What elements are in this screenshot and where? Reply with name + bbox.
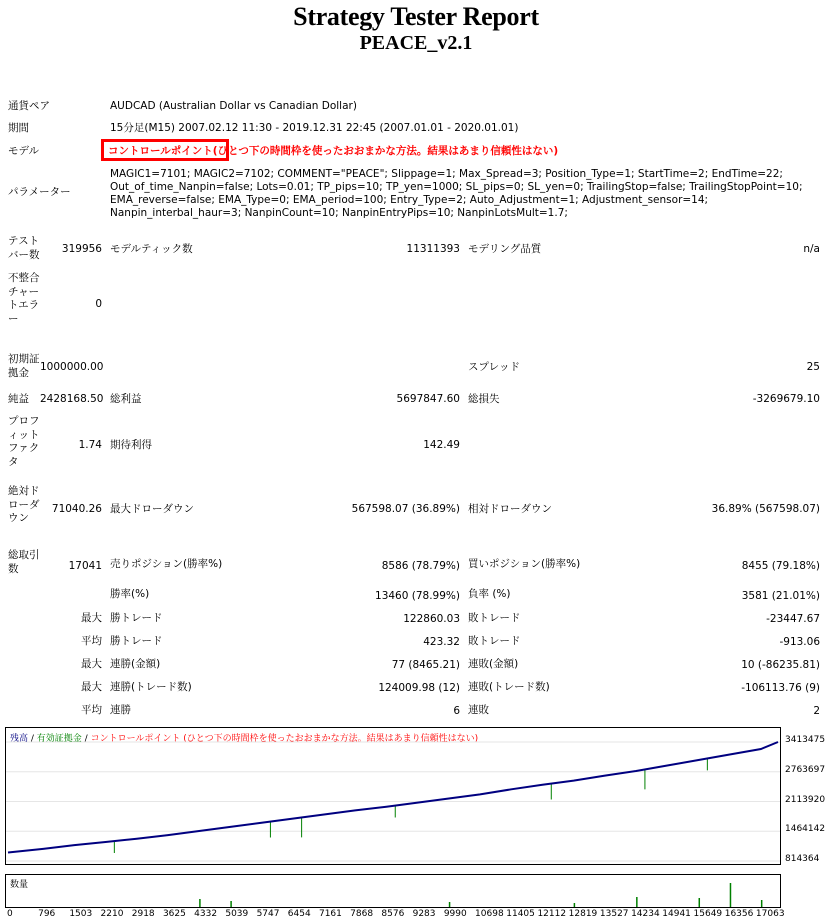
gross-loss-label: 総損失 [468, 393, 500, 405]
report-subtitle: PEACE_v2.1 [359, 32, 473, 54]
gross-loss-value: -3269679.10 [752, 393, 820, 405]
gross-profit-value: 5697847.60 [396, 393, 460, 405]
x-tick-label: 9283 [412, 909, 436, 919]
max-prefix-3: 最大 [81, 681, 102, 693]
legend-separator-1: / [28, 734, 37, 744]
x-tick-label: 15649 [693, 909, 723, 919]
bars-value: 319956 [61, 243, 102, 255]
volume-bar-0 [199, 899, 201, 907]
volume-bar-3 [574, 903, 576, 907]
x-tick-label: 5039 [225, 909, 249, 919]
x-tick-label: 16356 [724, 909, 754, 919]
y-tick-label: 2763697 [785, 764, 826, 775]
report-title: Strategy Tester Report [293, 2, 539, 31]
largest-win-value: 122860.03 [403, 613, 460, 625]
rel-dd-value: 36.89% (567598.07) [711, 503, 820, 515]
max-prefix-1: 最大 [81, 612, 102, 624]
abs-dd-label: 絶対ドローダウン [8, 485, 40, 524]
long-label: 買いポジション(勝率%) [468, 558, 581, 570]
expected-value: 142.49 [423, 439, 460, 451]
win-pct-label: 勝率(%) [110, 588, 150, 600]
short-value: 8586 (78.79%) [381, 560, 460, 572]
y-tick-label: 2113920 [785, 794, 826, 805]
volume-bar-6 [730, 883, 732, 907]
model-value: コントロールポイント(ひとつ下の時間枠を使ったおおまかな方法。結果はあまり信頼性はない) [108, 145, 559, 157]
balance-plot [6, 728, 780, 864]
volume-bar-2 [449, 902, 451, 907]
avg-win-label: 勝トレード [110, 635, 163, 647]
x-tick-label: 9990 [443, 909, 467, 919]
avg-loss-value: -913.06 [779, 636, 820, 648]
largest-loss-label: 敗トレード [468, 612, 521, 624]
y-tick-label: 3413475 [785, 735, 826, 745]
avg-consec-loss-value: 2 [813, 705, 820, 717]
ticks-label: モデルティック数 [110, 243, 193, 255]
balance-line [8, 742, 778, 853]
mismatch-value: 0 [95, 298, 102, 310]
x-tick-label: 8576 [381, 909, 405, 919]
y-tick-label: 814364 [785, 854, 820, 864]
abs-dd-value: 71040.26 [51, 503, 102, 515]
x-tick-label: 17063 [755, 909, 785, 919]
pair-value: AUDCAD (Australian Dollar vs Canadian Dollar) [110, 100, 357, 112]
period-label: 期間 [8, 122, 29, 134]
quality-value: n/a [803, 243, 820, 255]
legend-equity: 有効証拠金 [36, 734, 82, 744]
net-label: 純益 [8, 393, 29, 405]
params-value: MAGIC1=7101; MAGIC2=7102; COMMENT="PEACE"; Slippage=1; Max_Spread=3; Position_Type=1; StartTime=2; EndTime=22; Out_of_time_Nanpin=false; Lots=0.01; TP_pips=10; TP_yen=1000; SL_pips=0; SL_yen=0; TrailingStop=false; TrailingStopPoint=10; EMA_reverse=false; EMA_Type=0; EMA_period=100; Entry_Type=2; Auto_Adjustment=1; Adjustment_sensor=14; Nanpin_interbal_haur=3; NanpinCount=10; NanpinEntryPips=10; NanpinLotsMult=1.7; [110, 168, 803, 219]
loss-pct-value: 3581 (21.01%) [741, 590, 820, 602]
max-consec-lossamt-label: 連敗(トレード数) [468, 681, 550, 693]
avg-consec-win-label: 連勝 [110, 704, 131, 716]
win-pct-value: 13460 (78.99%) [375, 590, 460, 602]
pf-label: プロフィットファクタ [8, 415, 40, 468]
legend-balance: 残高 [10, 734, 29, 744]
balance-chart [5, 727, 781, 865]
max-consec-win-label: 連勝(金額) [110, 658, 161, 670]
max-dd-label: 最大ドローダウン [110, 503, 194, 515]
max-consec-loss-label: 連敗(金額) [468, 658, 519, 670]
volume-plot [6, 875, 780, 907]
avg-consec-win-value: 6 [453, 705, 460, 717]
deposit-value: 1000000.00 [40, 361, 104, 373]
total-trades-value: 17041 [68, 560, 102, 572]
model-label: モデル [8, 145, 39, 157]
max-dd-value: 567598.07 (36.89%) [351, 503, 460, 515]
max-consec-lossamt-value: -106113.76 (9) [741, 682, 820, 694]
mismatch-label: 不整合チャートエラー [8, 272, 40, 325]
quality-label: モデリング品質 [468, 243, 542, 255]
model-highlight-box [101, 139, 229, 161]
pf-value: 1.74 [78, 439, 102, 451]
y-tick-label: 1464142 [785, 824, 826, 835]
avg-prefix-1: 平均 [81, 635, 102, 647]
max-consec-win-value: 77 (8465.21) [391, 659, 460, 671]
x-tick-label: 3625 [162, 909, 186, 919]
max-consec-profit-value: 124009.98 (12) [378, 682, 460, 694]
avg-loss-label: 敗トレード [468, 635, 521, 647]
largest-win-label: 勝トレード [110, 612, 163, 624]
volume-bar-5 [699, 898, 701, 907]
pair-label: 通貨ペア [8, 100, 50, 112]
x-tick-label: 796 [38, 909, 56, 919]
legend-separator-2: / [81, 734, 91, 744]
bars-label: テストバー数 [8, 235, 40, 261]
x-tick-label: 10698 [475, 909, 504, 919]
largest-loss-value: -23447.67 [766, 613, 820, 625]
x-tick-label: 13527 [599, 909, 629, 919]
volume-label: 数量 [10, 880, 29, 890]
max-consec-profit-label: 連勝(トレード数) [110, 681, 192, 693]
total-trades-label: 総取引数 [8, 549, 40, 575]
x-tick-label: 1503 [69, 909, 93, 919]
legend-model: コントロールポイント (ひとつ下の時間枠を使ったおおまかな方法。結果はあまり信頼性はない) [90, 734, 479, 744]
deposit-label: 初期証拠金 [8, 353, 40, 379]
x-tick-label: 12112 [537, 909, 567, 919]
params-label: パラメーター [8, 186, 71, 198]
spread-value: 25 [806, 361, 820, 373]
max-prefix-2: 最大 [81, 658, 102, 670]
x-tick-label: 12819 [568, 909, 598, 919]
volume-bar-4 [636, 897, 638, 907]
net-value: 2428168.50 [40, 393, 104, 405]
x-tick-label: 4332 [194, 909, 218, 919]
volume-bar-1 [230, 901, 232, 907]
expected-label: 期待利得 [110, 439, 152, 451]
x-tick-label: 5747 [256, 909, 280, 919]
long-value: 8455 (79.18%) [741, 560, 820, 572]
x-tick-label: 14234 [631, 909, 660, 919]
volume-chart [5, 874, 781, 908]
x-tick-label: 7161 [318, 909, 342, 919]
x-tick-label: 7868 [350, 909, 374, 919]
spread-label: スプレッド [468, 361, 520, 373]
x-tick-label: 0 [7, 909, 13, 919]
max-consec-loss-value: 10 (-86235.81) [741, 659, 820, 671]
volume-bar-7 [761, 900, 763, 907]
avg-win-value: 423.32 [423, 636, 460, 648]
x-tick-label: 14941 [662, 909, 691, 919]
x-tick-label: 2210 [100, 909, 124, 919]
avg-prefix-2: 平均 [81, 704, 102, 716]
ticks-value: 11311393 [406, 243, 460, 255]
x-tick-label: 6454 [287, 909, 311, 919]
loss-pct-label: 負率 (%) [468, 588, 511, 600]
gross-profit-label: 総利益 [110, 393, 142, 405]
x-tick-label: 2918 [131, 909, 155, 919]
short-label: 売りポジション(勝率%) [110, 558, 223, 570]
x-tick-label: 11405 [506, 909, 535, 919]
rel-dd-label: 相対ドローダウン [468, 503, 552, 515]
period-value: 15分足(M15) 2007.02.12 11:30 - 2019.12.31 22:45 (2007.01.01 - 2020.01.01) [110, 122, 519, 134]
avg-consec-loss-label: 連敗 [468, 704, 489, 716]
